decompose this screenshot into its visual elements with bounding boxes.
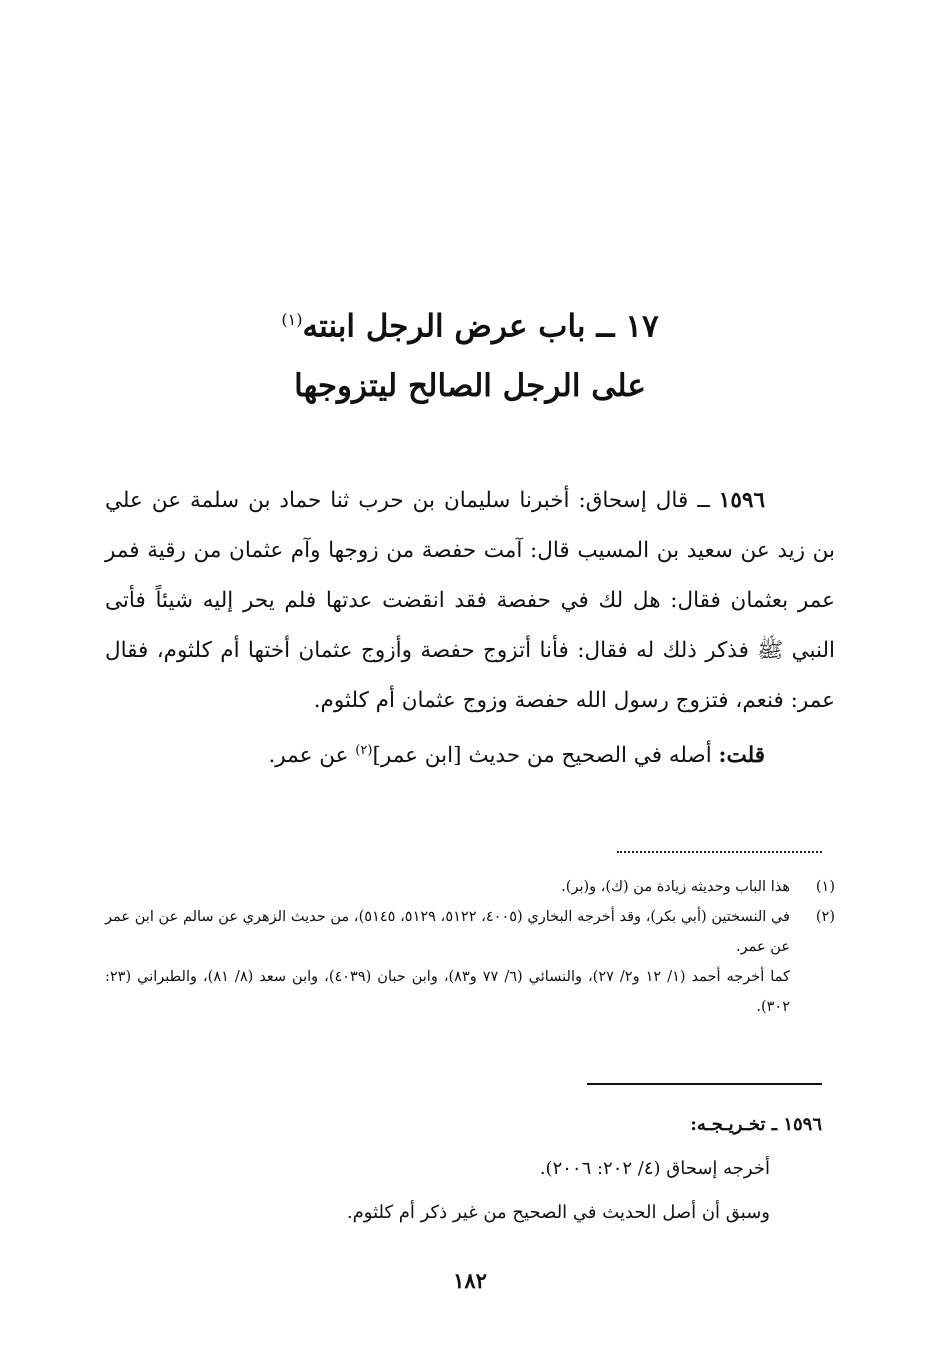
footnote-1 [105, 872, 835, 902]
footnote-number: (٢) [815, 909, 835, 925]
main-text [105, 476, 835, 781]
footnote-separator [617, 851, 822, 853]
takhrij-line-2: وسبق أن أصل الحديث في الصحيح من غير ذكر أم كلثوم. [346, 1202, 770, 1223]
takhrij-dash: ـ [765, 1114, 784, 1135]
takhrij-section [105, 1103, 822, 1235]
takhrij-line-1: أخرجه إسحاق (٤/ ٢٠٢: ٢٠٠٦). [539, 1158, 770, 1179]
chapter-title-line-1 [150, 290, 790, 356]
takhrij-heading [105, 1103, 822, 1147]
takhrij-separator [587, 1083, 822, 1085]
page-number: ١٨٢ [453, 1268, 487, 1293]
hadith-text: قال إسحاق: أخبرنا سليمان بن حرب ثنا حماد بن سلمة عن علي بن زيد عن سعيد بن المسيب قال: آمت حفصة من زوجها وآم عثمان من رقية فمر عمر بعثمان فقال: هل لك في حفصة فقد انقضت عدتها فلم يحر إليه شيئاً فأتى النبي ﷺ فذكر ذلك له فقال: فأنا أتزوج حفصة وأزوج عثمان أختها أم كلثوم، فقال عمر: فنعم، فتزوج رسول الله حفصة وزوج عثمان أم كلثوم. [105, 488, 835, 713]
hadith-number: ١٥٩٦ [718, 488, 765, 513]
qultu-text-after: عن عمر. [268, 743, 356, 769]
takhrij-number: ١٥٩٦ [783, 1114, 822, 1135]
footnotes [105, 872, 835, 1022]
footnote-ref-1: (١) [281, 310, 303, 329]
chapter-title [150, 290, 790, 416]
footnote-text: في النسختين (أبي بكر)، وقد أخرجه البخاري (٤٠٠٥، ٥١٢٢، ٥١٢٩، ٥١٤٥)، من حديث الزهري عن سالم عن ابن عمر عن عمر. [105, 909, 790, 955]
footnote-ref-2: (٢) [355, 743, 373, 758]
footnote-2 [105, 902, 835, 1022]
takhrij-label: تخـريـجـه: [690, 1114, 766, 1135]
qultu-paragraph [105, 726, 835, 781]
qultu-text-before: أصله في الصحيح من حديث [ابن عمر] [372, 743, 719, 769]
chapter-title-text: ١٧ ــ باب عرض الرجل ابنته [302, 308, 659, 345]
hadith-paragraph [105, 476, 835, 726]
footnote-text: هذا الباب وحديثه زيادة من (ك)، و(بر). [561, 879, 790, 895]
qultu-label: قلت: [718, 743, 765, 769]
footnote-text-continued: كما أخرجه أحمد (١/ ١٢ و٢/ ٢٧)، والنسائي (٦/ ٧٧ و٨٣)، وابن حبان (٤٠٣٩)، وابن سعد (٨/ ٨١)، والطبراني (٢٣: ٣٠٢). [105, 969, 790, 1015]
chapter-title-line-2: على الرجل الصالح ليتزوجها [294, 368, 646, 405]
hadith-dash: ــ [688, 488, 719, 513]
footnote-number: (١) [815, 879, 835, 895]
